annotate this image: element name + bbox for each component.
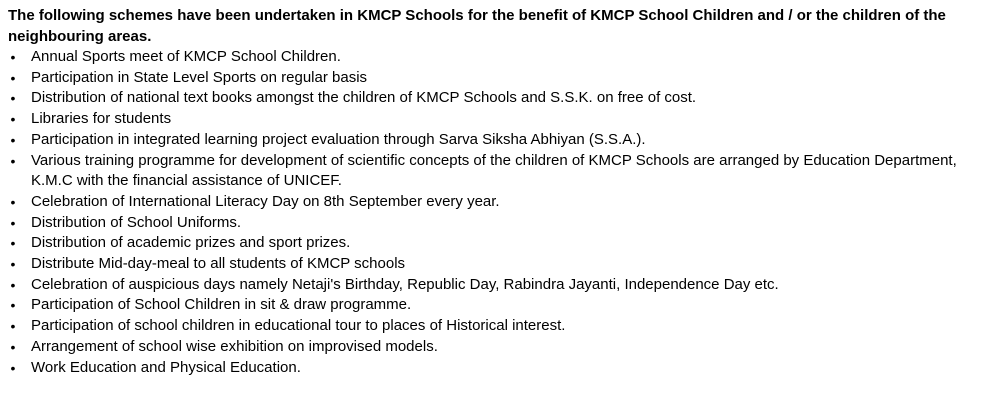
list-item (8, 337, 978, 358)
list-item-text: Distribute Mid-day-meal to all students of KMCP schools (31, 255, 406, 273)
list-item-text: Work Education and Physical Education. (31, 358, 301, 376)
list-item-text: Various training programme for development of scientific concepts of the children of KMCP Schools are arranged by Education Department, K.M.C with the financial assistance of UNICEF. (31, 151, 957, 190)
schemes-list (8, 47, 978, 378)
bullet-icon: • (10, 214, 16, 231)
list-item (8, 358, 978, 379)
list-item (8, 275, 978, 296)
list-item-text: Participation in State Level Sports on regular basis (31, 68, 368, 86)
list-item (8, 130, 978, 151)
list-item-text: Distribution of national text books amongst the children of KMCP Schools and S.S.K. on free of cost. (31, 89, 697, 107)
list-item-text: Participation of School Children in sit & draw programme. (31, 296, 412, 314)
bullet-icon: • (10, 90, 16, 107)
list-item (8, 151, 978, 192)
list-item-text: Distribution of academic prizes and sport prizes. (31, 234, 351, 252)
bullet-icon: • (10, 256, 16, 273)
list-item-text: Participation in integrated learning project evaluation through Sarva Siksha Abhiyan (S.S.A.). (31, 130, 646, 148)
bullet-icon: • (10, 297, 16, 314)
list-item-text: Libraries for students (31, 110, 172, 128)
bullet-icon: • (10, 152, 16, 169)
bullet-icon: • (10, 49, 16, 65)
list-item-text: Celebration of International Literacy Day on 8th September every year. (31, 192, 500, 210)
list-item-text: Arrangement of school wise exhibition on improvised models. (31, 337, 438, 355)
bullet-icon: • (10, 235, 16, 252)
list-item-text: Participation of school children in educational tour to places of Historical interest. (31, 317, 566, 335)
list-item (8, 109, 978, 130)
list-item (8, 254, 978, 275)
schemes-section (8, 5, 978, 378)
bullet-icon: • (10, 193, 16, 210)
list-item-text: Celebration of auspicious days namely Netaji's Birthday, Republic Day, Rabindra Jayanti, Independence Day etc. (31, 275, 779, 293)
bullet-icon: • (10, 318, 16, 335)
list-item (8, 295, 978, 316)
list-item-text: Annual Sports meet of KMCP School Children. (31, 48, 341, 65)
bullet-icon: • (10, 276, 16, 293)
list-item (8, 316, 978, 337)
bullet-icon: • (10, 359, 16, 376)
intro-heading: The following schemes have been undertaken in KMCP Schools for the benefit of KMCP School Children and / or the children of the neighbouring areas. (8, 7, 946, 45)
bullet-icon: • (10, 69, 16, 86)
bullet-icon: • (10, 111, 16, 128)
list-item (8, 233, 978, 254)
list-item-text: Distribution of School Uniforms. (31, 213, 242, 231)
list-item (8, 213, 978, 234)
list-item (8, 192, 978, 213)
list-item (8, 47, 978, 68)
bullet-icon: • (10, 338, 16, 355)
list-item (8, 68, 978, 89)
list-item (8, 88, 978, 109)
bullet-icon: • (10, 131, 16, 148)
